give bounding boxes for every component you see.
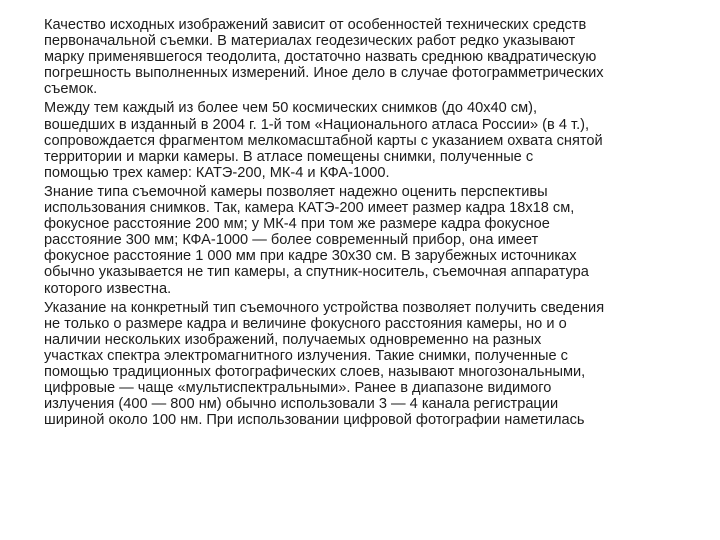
text-body bbox=[44, 17, 694, 431]
text-line: территории и марки камеры. В атласе помещены снимки, полученные с bbox=[44, 148, 534, 165]
text-line: которого известна. bbox=[44, 280, 172, 297]
text-line: Указание на конкретный тип съемочного устройства позволяет получить сведения bbox=[44, 299, 605, 316]
text-line: наличии нескольких изображений, получаемых одновременно на разных bbox=[44, 331, 542, 348]
text-line: использования снимков. Так, камера КАТЭ-200 имеет размер кадра 18х18 см, bbox=[44, 200, 575, 217]
text-line: первоначальной съемки. В материалах геодезических работ редко указывают bbox=[44, 33, 576, 50]
text-line: сопровождается фрагментом мелкомасштабной карты с указанием охвата снятой bbox=[44, 132, 603, 149]
text-line: погрешность выполненных измерений. Иное дело в случае фотограмметрических bbox=[44, 65, 604, 82]
text-line: марку применявшегося теодолита, достаточно назвать среднюю квадратическую bbox=[44, 49, 597, 66]
text-line: помощью традиционных фотографических слоев, называют многозональными, bbox=[44, 363, 586, 380]
text-line: вошедших в изданный в 2004 г. 1-й том «Национального атласа России» (в 4 т.), bbox=[44, 116, 590, 133]
text-line: съемок. bbox=[44, 81, 98, 98]
text-line: помощью трех камер: КАТЭ-200, МК-4 и КФА-1000. bbox=[44, 164, 390, 181]
text-line: не только о размере кадра и величине фокусного расстояния камеры, но и о bbox=[44, 315, 567, 332]
text-line: обычно указывается не тип камеры, а спутник-носитель, съемочная аппаратура bbox=[44, 264, 589, 281]
text-line: шириной около 100 нм. При использовании цифровой фотографии наметилась bbox=[44, 412, 585, 429]
text-line: Знание типа съемочной камеры позволяет надежно оценить перспективы bbox=[44, 183, 548, 200]
paragraph-3 bbox=[44, 184, 694, 297]
text-line: излучения (400 — 800 нм) обычно использовали 3 — 4 канала регистрации bbox=[44, 396, 559, 413]
text-line: расстояние 300 мм; КФА-1000 — более современный прибор, она имеет bbox=[44, 232, 539, 249]
text-line: цифровые — чаще «мультиспектральными». Ранее в диапазоне видимого bbox=[44, 380, 552, 397]
text-line: участках спектра электромагнитного излучения. Такие снимки, полученные с bbox=[44, 347, 568, 364]
text-line: фокусное расстояние 1 000 мм при кадре 30х30 см. В зарубежных источниках bbox=[44, 248, 577, 265]
text-line: фокусное расстояние 200 мм; у МК-4 при том же размере кадра фокусное bbox=[44, 216, 550, 233]
paragraph-1 bbox=[44, 17, 694, 97]
paragraph-4 bbox=[44, 300, 694, 429]
text-line: Между тем каждый из более чем 50 космических снимков (до 40х40 см), bbox=[44, 100, 538, 117]
paragraph-2 bbox=[44, 100, 694, 180]
text-line: Качество исходных изображений зависит от особенностей технических средств bbox=[44, 17, 587, 33]
